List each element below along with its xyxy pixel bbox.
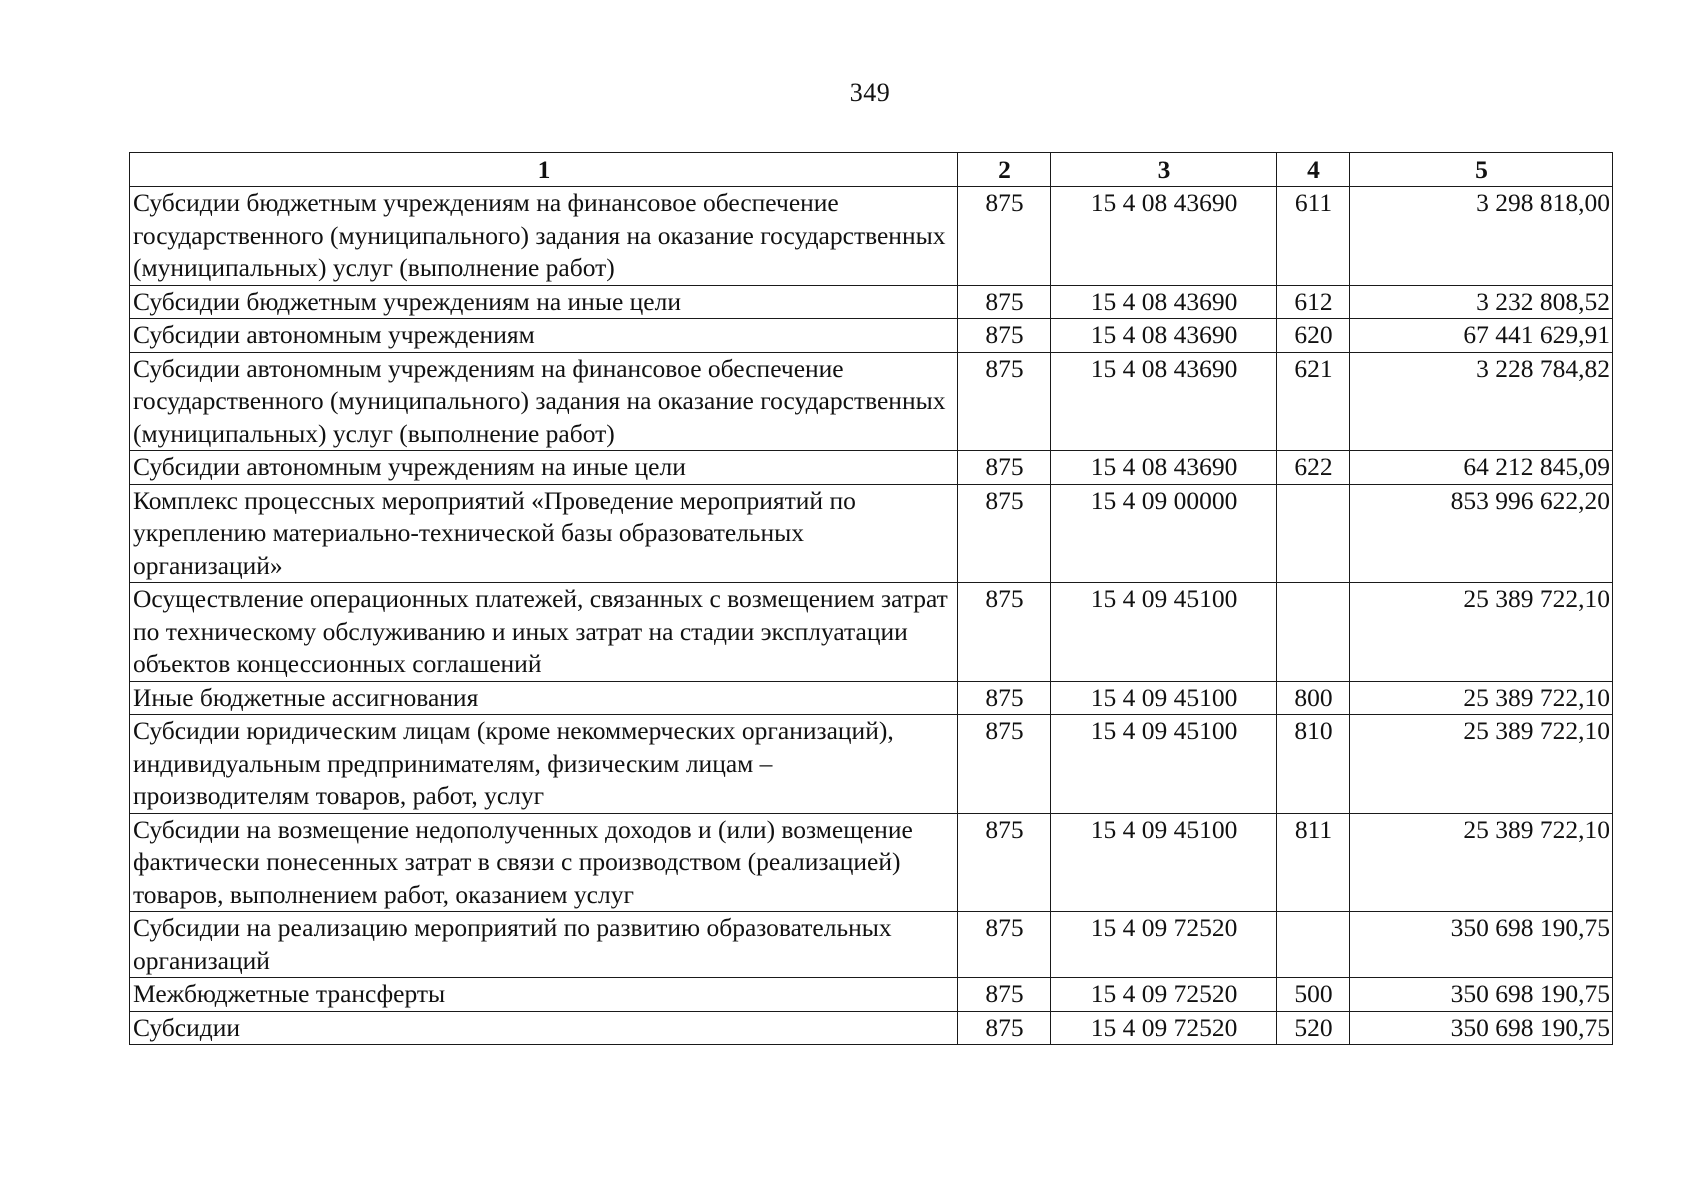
column-header-5: 5 (1350, 153, 1613, 187)
row-code-2: 875 (958, 583, 1051, 682)
table-row (130, 1011, 1613, 1045)
row-name: Субсидии автономным учреждениям на иные цели (130, 451, 958, 485)
table-header-row (130, 153, 1613, 187)
row-amount: 64 212 845,09 (1350, 451, 1613, 485)
row-code-3: 15 4 08 43690 (1051, 451, 1277, 485)
row-code-4 (1277, 583, 1350, 682)
row-amount: 25 389 722,10 (1350, 583, 1613, 682)
row-code-4: 520 (1277, 1011, 1350, 1045)
table-row (130, 583, 1613, 682)
row-code-3: 15 4 08 43690 (1051, 319, 1277, 353)
row-code-2: 875 (958, 319, 1051, 353)
column-header-4: 4 (1277, 153, 1350, 187)
column-header-3: 3 (1051, 153, 1277, 187)
row-code-2: 875 (958, 1011, 1051, 1045)
row-code-3: 15 4 09 45100 (1051, 715, 1277, 814)
table-row (130, 912, 1613, 978)
row-code-2: 875 (958, 352, 1051, 451)
row-code-3: 15 4 09 72520 (1051, 978, 1277, 1012)
row-amount: 25 389 722,10 (1350, 715, 1613, 814)
row-code-4 (1277, 912, 1350, 978)
row-code-3: 15 4 08 43690 (1051, 285, 1277, 319)
row-amount: 350 698 190,75 (1350, 912, 1613, 978)
row-amount: 3 232 808,52 (1350, 285, 1613, 319)
row-code-3: 15 4 09 45100 (1051, 813, 1277, 912)
row-name: Комплекс процессных мероприятий «Проведение мероприятий по укреплению материально-технической базы образовательных организаций» (130, 484, 958, 583)
row-amount: 350 698 190,75 (1350, 1011, 1613, 1045)
row-code-4 (1277, 484, 1350, 583)
row-amount: 25 389 722,10 (1350, 813, 1613, 912)
row-name: Осуществление операционных платежей, связанных с возмещением затрат по техническому обслуживанию и иных затрат на стадии эксплуатации объектов концессионных соглашений (130, 583, 958, 682)
table-row (130, 352, 1613, 451)
row-code-3: 15 4 09 45100 (1051, 681, 1277, 715)
row-code-4: 500 (1277, 978, 1350, 1012)
row-code-4: 810 (1277, 715, 1350, 814)
row-code-3: 15 4 09 45100 (1051, 583, 1277, 682)
row-amount: 3 228 784,82 (1350, 352, 1613, 451)
row-name: Субсидии на возмещение недополученных доходов и (или) возмещение фактически понесенных затрат в связи с производством (реализацией) товаров, выполнением работ, оказанием услуг (130, 813, 958, 912)
row-amount: 25 389 722,10 (1350, 681, 1613, 715)
table-row (130, 813, 1613, 912)
row-code-3: 15 4 09 72520 (1051, 912, 1277, 978)
row-code-3: 15 4 09 72520 (1051, 1011, 1277, 1045)
row-code-2: 875 (958, 715, 1051, 814)
table-row (130, 285, 1613, 319)
row-code-4: 611 (1277, 187, 1350, 286)
page-number: 349 (849, 78, 891, 107)
row-name: Субсидии бюджетным учреждениям на финансовое обеспечение государственного (муниципального) задания на оказание государственных (муниципальных) услуг (выполнение работ) (130, 187, 958, 286)
row-code-4: 620 (1277, 319, 1350, 353)
row-amount: 350 698 190,75 (1350, 978, 1613, 1012)
row-name: Субсидии автономным учреждениям (130, 319, 958, 353)
budget-table (129, 152, 1613, 1045)
row-code-4: 621 (1277, 352, 1350, 451)
row-name: Субсидии (130, 1011, 958, 1045)
row-code-2: 875 (958, 813, 1051, 912)
row-name: Субсидии автономным учреждениям на финансовое обеспечение государственного (муниципального) задания на оказание государственных (муниципальных) услуг (выполнение работ) (130, 352, 958, 451)
row-amount: 3 298 818,00 (1350, 187, 1613, 286)
row-amount: 853 996 622,20 (1350, 484, 1613, 583)
row-code-3: 15 4 08 43690 (1051, 352, 1277, 451)
row-name: Субсидии на реализацию мероприятий по развитию образовательных организаций (130, 912, 958, 978)
row-code-3: 15 4 08 43690 (1051, 187, 1277, 286)
row-name: Иные бюджетные ассигнования (130, 681, 958, 715)
row-code-4: 622 (1277, 451, 1350, 485)
row-name: Межбюджетные трансферты (130, 978, 958, 1012)
row-code-3: 15 4 09 00000 (1051, 484, 1277, 583)
row-code-2: 875 (958, 912, 1051, 978)
row-name: Субсидии юридическим лицам (кроме некоммерческих организаций), индивидуальным предпринимателям, физическим лицам – производителям товаров, работ, услуг (130, 715, 958, 814)
column-header-2: 2 (958, 153, 1051, 187)
row-code-4: 800 (1277, 681, 1350, 715)
table-row (130, 715, 1613, 814)
row-code-2: 875 (958, 187, 1051, 286)
row-amount: 67 441 629,91 (1350, 319, 1613, 353)
row-name: Субсидии бюджетным учреждениям на иные цели (130, 285, 958, 319)
table-row (130, 187, 1613, 286)
row-code-2: 875 (958, 285, 1051, 319)
table-row (130, 978, 1613, 1012)
row-code-2: 875 (958, 978, 1051, 1012)
row-code-4: 811 (1277, 813, 1350, 912)
table-row (130, 319, 1613, 353)
row-code-4: 612 (1277, 285, 1350, 319)
row-code-2: 875 (958, 451, 1051, 485)
column-header-1: 1 (130, 153, 958, 187)
table-row (130, 484, 1613, 583)
table-row (130, 681, 1613, 715)
row-code-2: 875 (958, 484, 1051, 583)
table-row (130, 451, 1613, 485)
row-code-2: 875 (958, 681, 1051, 715)
